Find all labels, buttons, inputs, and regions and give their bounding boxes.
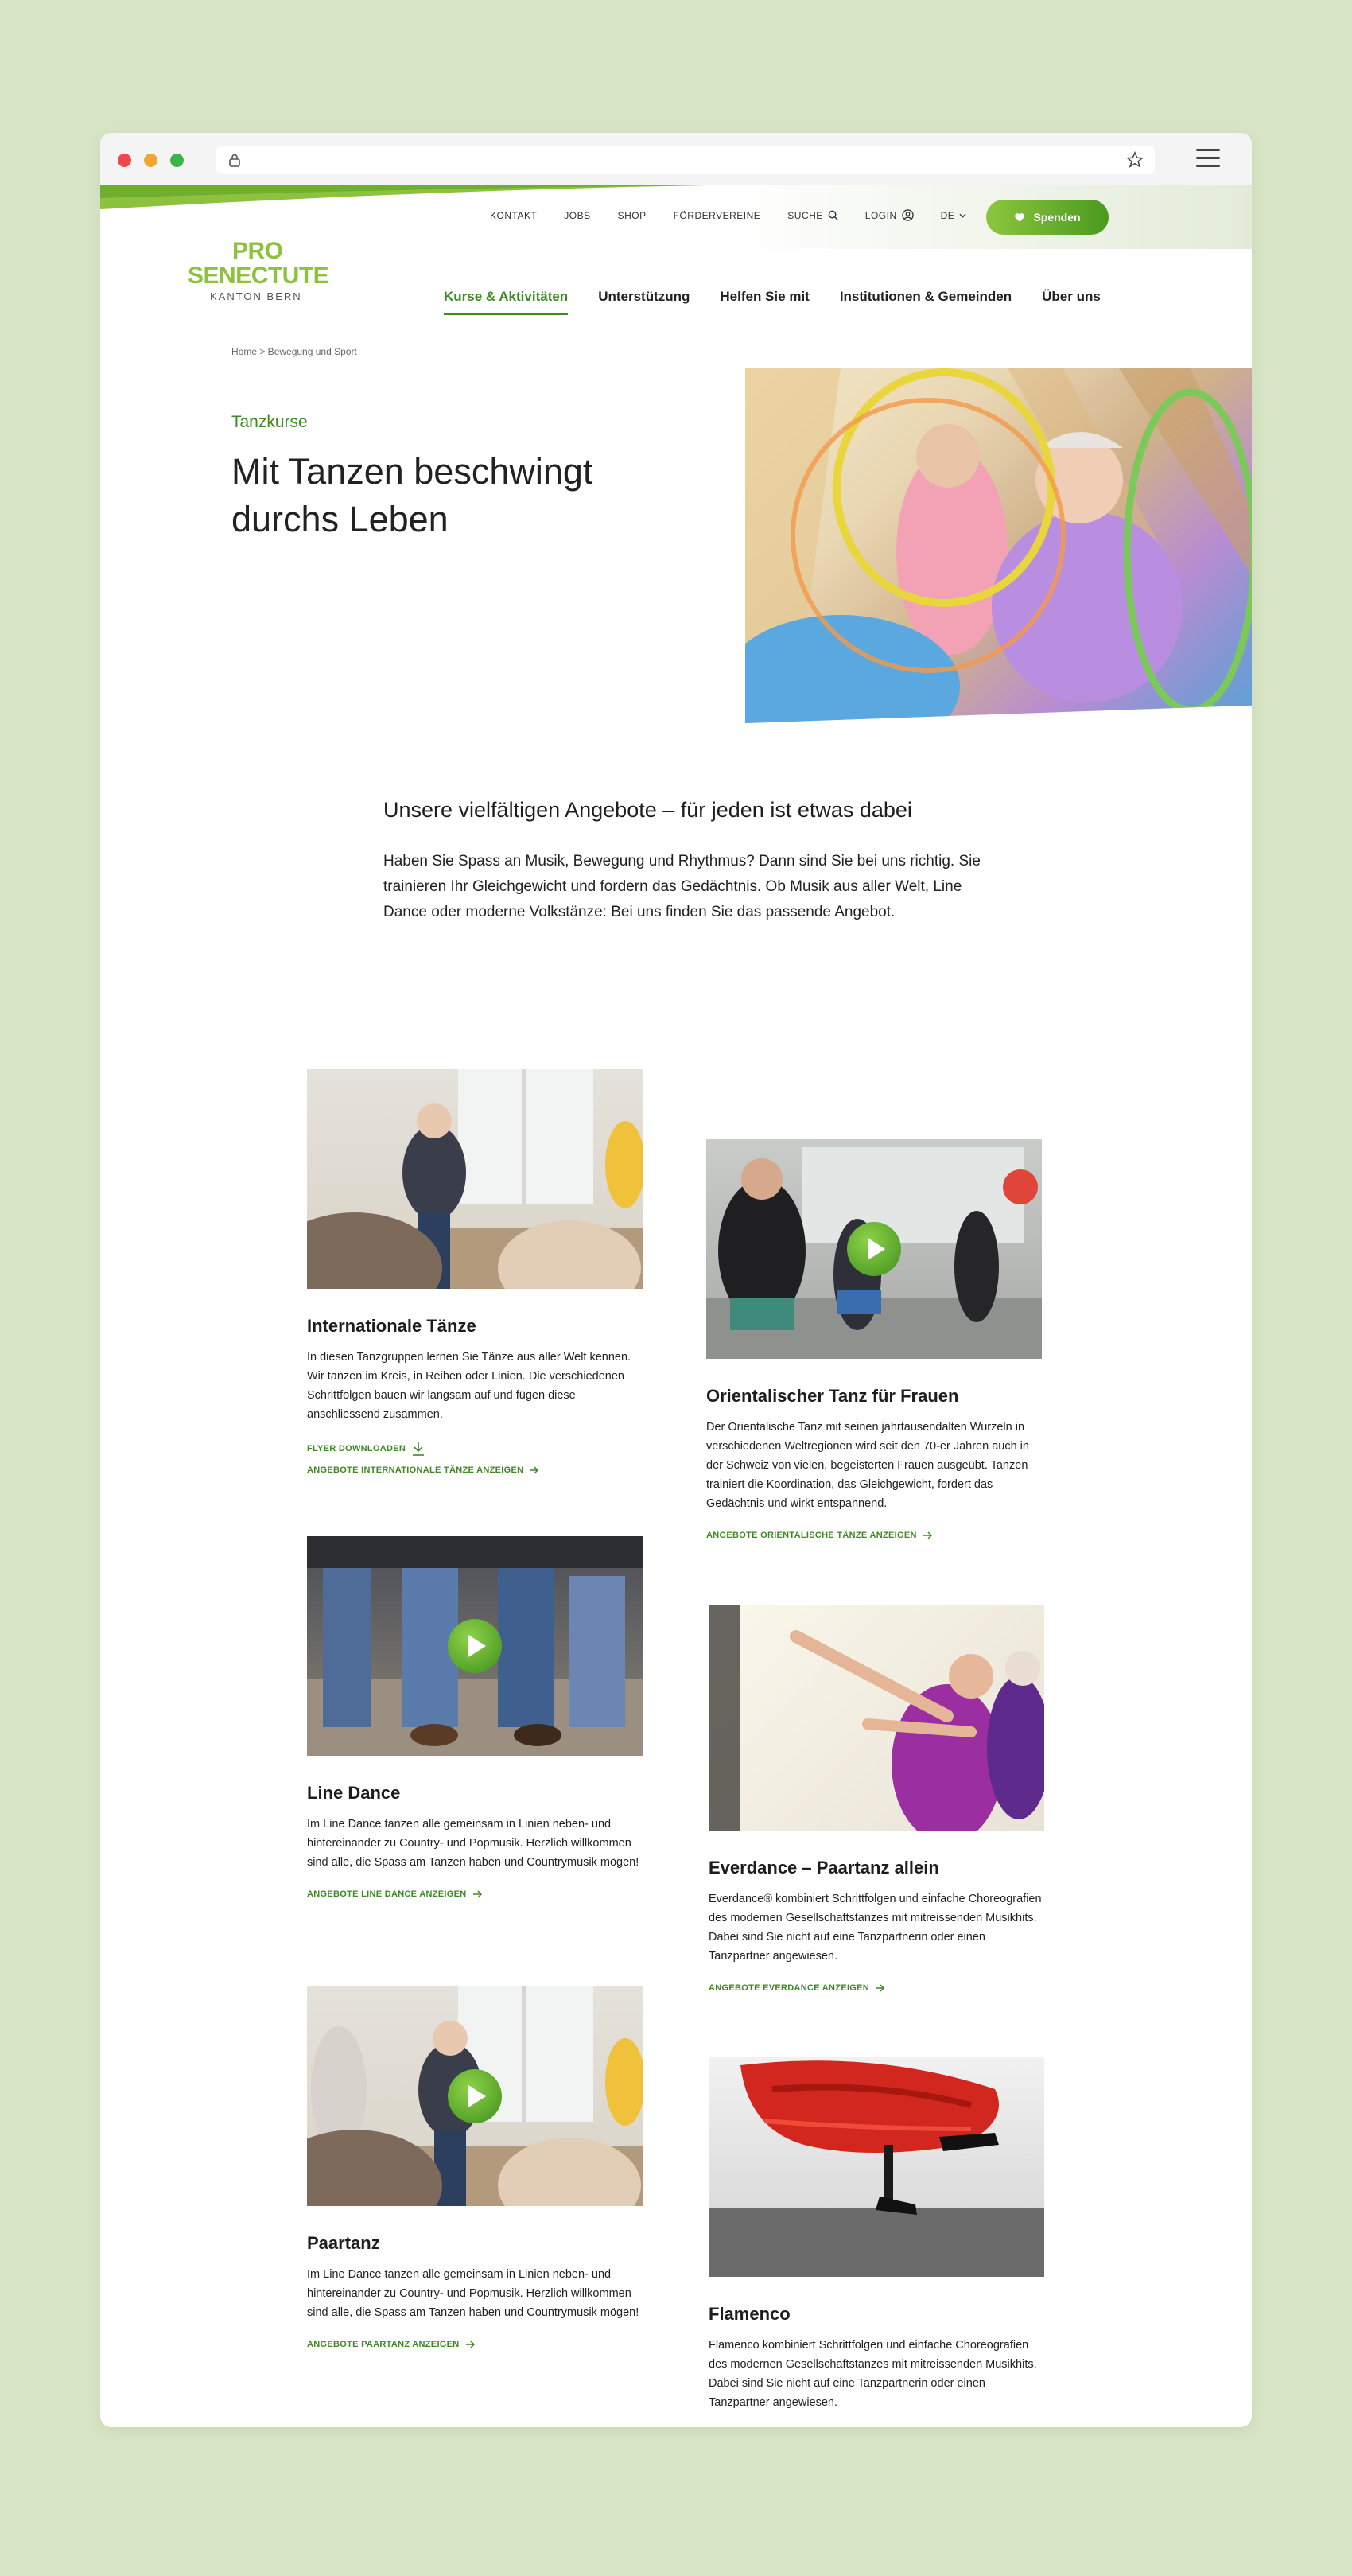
utility-nav: [490, 209, 993, 221]
course-video[interactable]: [706, 1139, 1042, 1359]
hero-image: [745, 368, 1252, 723]
course-card-everdance: [709, 1605, 1044, 1993]
arrow-right-icon: [466, 2341, 476, 2348]
donate-label: Spenden: [1033, 211, 1081, 224]
donate-button[interactable]: [986, 200, 1109, 235]
arrow-right-icon: [473, 1890, 483, 1898]
course-title: Everdance – Paartanz allein: [709, 1858, 939, 1878]
show-offers-link[interactable]: [307, 1889, 643, 1899]
show-offers-link[interactable]: [709, 1983, 1044, 1993]
maximize-window-dot[interactable]: [170, 154, 184, 167]
hero-kicker: Tanzkurse: [231, 413, 308, 431]
course-description: In diesen Tanzgruppen lernen Sie Tänze aus aller Welt kennen. Wir tanzen im Kreis, in Reihen oder Linien. Die verschiedenen Schrittfolgen bauen wir langsam auf und fügen diese anschliessend zusammen.: [307, 1351, 631, 1421]
arrow-right-icon: [876, 1984, 885, 1992]
hero-photo-illustration: [745, 368, 1252, 723]
play-video-button[interactable]: [448, 2069, 502, 2123]
chevron-down-icon: [959, 213, 966, 218]
course-card-line-dance: [307, 1536, 643, 1899]
language-selector[interactable]: [941, 210, 967, 221]
show-offers-link[interactable]: [706, 1531, 1042, 1540]
minimize-window-dot[interactable]: [144, 154, 157, 167]
flyer-download-link[interactable]: [307, 1442, 643, 1456]
nav-kontakt[interactable]: KONTAKT: [490, 209, 538, 221]
course-title: Line Dance: [307, 1783, 401, 1803]
brand-swoosh: [100, 185, 705, 212]
bookmark-star-icon[interactable]: [1126, 151, 1144, 169]
nav-login[interactable]: [865, 209, 914, 221]
course-video[interactable]: [307, 1986, 643, 2206]
course-description: Im Line Dance tanzen alle gemeinsam in Linien neben- und hintereinander zu Country- und Popmusik. Herzlich willkommen sind alle, die Spass am Tanzen haben und Countrymusik mögen!: [307, 1818, 639, 1869]
mainnav-kurse-aktivitaeten[interactable]: Kurse & Aktivitäten: [444, 289, 568, 315]
mainnav-ueber-uns[interactable]: Über uns: [1042, 289, 1101, 304]
play-video-button[interactable]: [847, 1222, 901, 1276]
course-card-paartanz: [307, 1986, 643, 2349]
show-offers-label: ANGEBOTE PAARTANZ ANZEIGEN: [307, 2340, 460, 2349]
course-title: Paartanz: [307, 2233, 380, 2253]
course-image[interactable]: [709, 1605, 1044, 1831]
show-offers-label: ANGEBOTE ORIENTALISCHE TÄNZE ANZEIGEN: [706, 1531, 917, 1540]
address-bar[interactable]: [216, 146, 1155, 174]
course-image[interactable]: [307, 1069, 643, 1289]
breadcrumb[interactable]: Home > Bewegung und Sport: [231, 346, 357, 357]
show-offers-label: ANGEBOTE LINE DANCE ANZEIGEN: [307, 1889, 467, 1899]
dance-photo-illustration: [307, 1069, 643, 1289]
show-offers-link[interactable]: [307, 1465, 643, 1475]
dance-photo-illustration: [709, 2057, 1044, 2277]
page-title: Mit Tanzen beschwingt durchs Leben: [231, 451, 593, 539]
site-logo[interactable]: [188, 239, 328, 302]
show-offers-link[interactable]: [307, 2340, 643, 2349]
close-window-dot[interactable]: [118, 154, 131, 167]
hamburger-menu-icon[interactable]: [1196, 149, 1220, 169]
dance-photo-illustration: [709, 1605, 1044, 1831]
user-icon: [902, 209, 914, 221]
logo-line-3: KANTON BERN: [210, 290, 302, 302]
arrow-right-icon: [530, 1466, 539, 1474]
language-label: DE: [940, 209, 955, 221]
course-card-flamenco: [709, 2057, 1044, 2412]
course-title: Flamenco: [709, 2304, 791, 2324]
nav-suche-label: SUCHE: [787, 209, 823, 221]
nav-foerdervereine[interactable]: FÖRDERVEREINE: [673, 209, 761, 221]
show-offers-label: ANGEBOTE EVERDANCE ANZEIGEN: [709, 1983, 870, 1993]
intro-heading: Unsere vielfältigen Angebote – für jeden ist etwas dabei: [383, 798, 912, 822]
flyer-download-label: FLYER DOWNLOADEN: [307, 1444, 406, 1453]
nav-suche[interactable]: [787, 210, 838, 221]
course-title: Orientalischer Tanz für Frauen: [706, 1386, 959, 1406]
course-video[interactable]: [307, 1536, 643, 1756]
lock-icon: [227, 153, 242, 167]
course-description: Everdance® kombiniert Schrittfolgen und einfache Choreografien des modernen Gesellschaftstanzes mit mitreissenden Musikhits. Dabei sind Sie nicht auf eine Tanzpartnerin oder einen Tanzpartner angewiesen.: [709, 1893, 1042, 1963]
mainnav-institutionen-gemeinden[interactable]: Institutionen & Gemeinden: [839, 289, 1012, 304]
main-nav: [444, 289, 1131, 315]
browser-window: [100, 133, 1252, 2427]
search-icon: [828, 210, 838, 220]
course-image[interactable]: [709, 2057, 1044, 2277]
mainnav-helfen-sie-mit[interactable]: Helfen Sie mit: [720, 289, 810, 304]
nav-shop[interactable]: SHOP: [617, 209, 647, 221]
play-video-button[interactable]: [448, 1619, 502, 1673]
show-offers-label: ANGEBOTE INTERNATIONALE TÄNZE ANZEIGEN: [307, 1465, 524, 1475]
download-icon: [412, 1442, 425, 1456]
browser-chrome: [100, 133, 1252, 185]
course-description: Flamenco kombiniert Schrittfolgen und einfache Choreografien des modernen Gesellschaftstanzes mit mitreissenden Musikhits. Dabei sind Sie nicht auf eine Tanzpartnerin oder einen Tanzpartner angewiesen.: [709, 2339, 1037, 2409]
logo-line-2: SENECTUTE: [188, 263, 329, 289]
course-card-orientalischer-tanz: [706, 1139, 1042, 1540]
course-card-internationale-taenze: [307, 1069, 643, 1475]
intro-text: Haben Sie Spass an Musik, Bewegung und Rhythmus? Dann sind Sie bei uns richtig. Sie trainieren Ihr Gleichgewicht und fordern das Gedächtnis. Ob Musik aus aller Welt, Line Dance oder moderne Volkstänze: Bei uns finden Sie das passende Angebot.: [383, 853, 981, 920]
mainnav-unterstuetzung[interactable]: Unterstützung: [598, 289, 690, 304]
nav-login-label: LOGIN: [864, 209, 897, 221]
course-title: Internationale Tänze: [307, 1316, 476, 1336]
heart-icon: [1014, 212, 1025, 223]
course-description: Im Line Dance tanzen alle gemeinsam in Linien neben- und hintereinander zu Country- und Popmusik. Herzlich willkommen sind alle, die Spass am Tanzen haben und Countrymusik mögen!: [307, 2268, 639, 2319]
nav-jobs[interactable]: JOBS: [564, 209, 591, 221]
logo-line-1: PRO: [232, 238, 283, 264]
arrow-right-icon: [923, 1531, 933, 1539]
course-description: Der Orientalische Tanz mit seinen jahrtausendalten Wurzeln in verschiedenen Weltregionen wird seit den 70-er Jahren auch in der Schweiz von vielen, begeisterten Frauen ausgeübt. Tanzen trainiert die Koordination, das Gleichgewicht, fordert das Gedächtnis und wirkt entspannend.: [706, 1421, 1029, 1510]
